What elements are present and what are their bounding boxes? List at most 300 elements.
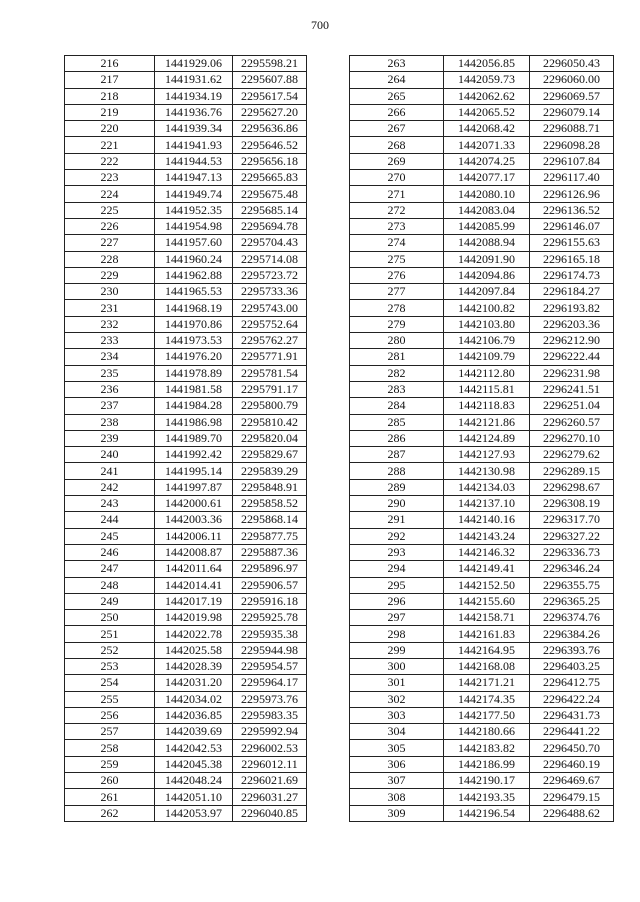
point-number-cell: 228 — [65, 251, 155, 267]
point-number-cell: 292 — [350, 528, 444, 544]
y-coordinate-cell: 2295694.78 — [233, 218, 307, 234]
table-row — [65, 658, 307, 674]
table-row — [350, 430, 614, 446]
point-number-cell: 257 — [65, 724, 155, 740]
point-number-cell: 287 — [350, 447, 444, 463]
table-row — [350, 512, 614, 528]
y-coordinate-cell: 2296231.98 — [530, 365, 614, 381]
point-number-cell: 289 — [350, 479, 444, 495]
point-number-cell: 249 — [65, 593, 155, 609]
point-number-cell: 220 — [65, 121, 155, 137]
x-coordinate-cell: 1441944.53 — [155, 153, 233, 169]
x-coordinate-cell: 1442146.32 — [444, 544, 530, 560]
table-row — [65, 104, 307, 120]
table-row — [350, 756, 614, 772]
table-row — [350, 463, 614, 479]
y-coordinate-cell: 2296136.52 — [530, 202, 614, 218]
table-row — [65, 675, 307, 691]
table-row — [65, 365, 307, 381]
x-coordinate-cell: 1442045.38 — [155, 756, 233, 772]
x-coordinate-cell: 1441947.13 — [155, 170, 233, 186]
point-number-cell: 306 — [350, 756, 444, 772]
table-row — [65, 284, 307, 300]
table-row — [350, 104, 614, 120]
point-number-cell: 216 — [65, 56, 155, 72]
y-coordinate-cell: 2296374.76 — [530, 610, 614, 626]
table-row — [350, 170, 614, 186]
table-row — [65, 202, 307, 218]
y-coordinate-cell: 2296327.22 — [530, 528, 614, 544]
y-coordinate-cell: 2296203.36 — [530, 316, 614, 332]
y-coordinate-cell: 2296060.00 — [530, 72, 614, 88]
y-coordinate-cell: 2295627.20 — [233, 104, 307, 120]
point-number-cell: 307 — [350, 773, 444, 789]
y-coordinate-cell: 2295935.38 — [233, 626, 307, 642]
x-coordinate-cell: 1442017.19 — [155, 593, 233, 609]
y-coordinate-cell: 2295925.78 — [233, 610, 307, 626]
point-number-cell: 256 — [65, 707, 155, 723]
table-row — [350, 642, 614, 658]
x-coordinate-cell: 1442008.87 — [155, 544, 233, 560]
x-coordinate-cell: 1442118.83 — [444, 398, 530, 414]
x-coordinate-cell: 1441962.88 — [155, 267, 233, 283]
table-row — [350, 333, 614, 349]
y-coordinate-cell: 2296241.51 — [530, 381, 614, 397]
table-row — [350, 398, 614, 414]
point-number-cell: 238 — [65, 414, 155, 430]
table-row — [350, 447, 614, 463]
table-row — [65, 561, 307, 577]
y-coordinate-cell: 2296308.19 — [530, 496, 614, 512]
point-number-cell: 222 — [65, 153, 155, 169]
point-number-cell: 286 — [350, 430, 444, 446]
table-row — [350, 658, 614, 674]
point-number-cell: 290 — [350, 496, 444, 512]
y-coordinate-cell: 2296193.82 — [530, 300, 614, 316]
point-number-cell: 302 — [350, 691, 444, 707]
x-coordinate-cell: 1442031.20 — [155, 675, 233, 691]
y-coordinate-cell: 2295733.36 — [233, 284, 307, 300]
x-coordinate-cell: 1442124.89 — [444, 430, 530, 446]
x-coordinate-cell: 1442183.82 — [444, 740, 530, 756]
x-coordinate-cell: 1442074.25 — [444, 153, 530, 169]
x-coordinate-cell: 1441976.20 — [155, 349, 233, 365]
table-row — [350, 316, 614, 332]
point-number-cell: 232 — [65, 316, 155, 332]
x-coordinate-cell: 1442000.61 — [155, 496, 233, 512]
y-coordinate-cell: 2295964.17 — [233, 675, 307, 691]
x-coordinate-cell: 1441936.76 — [155, 104, 233, 120]
y-coordinate-cell: 2295607.88 — [233, 72, 307, 88]
x-coordinate-cell: 1442077.17 — [444, 170, 530, 186]
y-coordinate-cell: 2296393.76 — [530, 642, 614, 658]
point-number-cell: 301 — [350, 675, 444, 691]
point-number-cell: 237 — [65, 398, 155, 414]
x-coordinate-cell: 1442097.84 — [444, 284, 530, 300]
x-coordinate-cell: 1441981.58 — [155, 381, 233, 397]
y-coordinate-cell: 2295762.27 — [233, 333, 307, 349]
y-coordinate-cell: 2296069.57 — [530, 88, 614, 104]
x-coordinate-cell: 1442115.81 — [444, 381, 530, 397]
table-row — [350, 267, 614, 283]
table-row — [350, 773, 614, 789]
y-coordinate-cell: 2296002.53 — [233, 740, 307, 756]
table-row — [65, 251, 307, 267]
y-coordinate-cell: 2296155.63 — [530, 235, 614, 251]
y-coordinate-cell: 2296184.27 — [530, 284, 614, 300]
x-coordinate-cell: 1442121.86 — [444, 414, 530, 430]
table-row — [350, 414, 614, 430]
y-coordinate-cell: 2296050.43 — [530, 56, 614, 72]
y-coordinate-cell: 2295781.54 — [233, 365, 307, 381]
y-coordinate-cell: 2296298.67 — [530, 479, 614, 495]
table-row — [65, 740, 307, 756]
x-coordinate-cell: 1442127.93 — [444, 447, 530, 463]
y-coordinate-cell: 2295791.17 — [233, 381, 307, 397]
point-number-cell: 235 — [65, 365, 155, 381]
x-coordinate-cell: 1441973.53 — [155, 333, 233, 349]
x-coordinate-cell: 1442006.11 — [155, 528, 233, 544]
point-number-cell: 271 — [350, 186, 444, 202]
y-coordinate-cell: 2295877.75 — [233, 528, 307, 544]
point-number-cell: 242 — [65, 479, 155, 495]
table-row — [350, 544, 614, 560]
point-number-cell: 239 — [65, 430, 155, 446]
table-row — [350, 218, 614, 234]
x-coordinate-cell: 1442164.95 — [444, 642, 530, 658]
x-coordinate-cell: 1441954.98 — [155, 218, 233, 234]
table-row — [350, 56, 614, 72]
table-row — [65, 235, 307, 251]
point-number-cell: 253 — [65, 658, 155, 674]
point-number-cell: 294 — [350, 561, 444, 577]
y-coordinate-cell: 2296422.24 — [530, 691, 614, 707]
y-coordinate-cell: 2296088.71 — [530, 121, 614, 137]
y-coordinate-cell: 2296174.73 — [530, 267, 614, 283]
y-coordinate-cell: 2296403.25 — [530, 658, 614, 674]
y-coordinate-cell: 2296469.67 — [530, 773, 614, 789]
table-row — [65, 414, 307, 430]
point-number-cell: 223 — [65, 170, 155, 186]
y-coordinate-cell: 2296460.19 — [530, 756, 614, 772]
x-coordinate-cell: 1442155.60 — [444, 593, 530, 609]
point-number-cell: 262 — [65, 805, 155, 821]
point-number-cell: 258 — [65, 740, 155, 756]
y-coordinate-cell: 2296279.62 — [530, 447, 614, 463]
y-coordinate-cell: 2295973.76 — [233, 691, 307, 707]
x-coordinate-cell: 1442036.85 — [155, 707, 233, 723]
x-coordinate-cell: 1442134.03 — [444, 479, 530, 495]
point-number-cell: 250 — [65, 610, 155, 626]
y-coordinate-cell: 2296222.44 — [530, 349, 614, 365]
x-coordinate-cell: 1442094.86 — [444, 267, 530, 283]
table-row — [350, 202, 614, 218]
table-row — [350, 724, 614, 740]
y-coordinate-cell: 2295896.97 — [233, 561, 307, 577]
y-coordinate-cell: 2296336.73 — [530, 544, 614, 560]
y-coordinate-cell: 2296365.25 — [530, 593, 614, 609]
point-number-cell: 217 — [65, 72, 155, 88]
table-row — [65, 430, 307, 446]
table-row — [350, 121, 614, 137]
point-number-cell: 276 — [350, 267, 444, 283]
y-coordinate-cell: 2295829.67 — [233, 447, 307, 463]
table-row — [65, 479, 307, 495]
x-coordinate-cell: 1442112.80 — [444, 365, 530, 381]
point-number-cell: 255 — [65, 691, 155, 707]
table-row — [350, 577, 614, 593]
table-row — [65, 186, 307, 202]
point-number-cell: 291 — [350, 512, 444, 528]
y-coordinate-cell: 2296117.40 — [530, 170, 614, 186]
table-row — [65, 789, 307, 805]
table-row — [65, 333, 307, 349]
x-coordinate-cell: 1442048.24 — [155, 773, 233, 789]
x-coordinate-cell: 1441934.19 — [155, 88, 233, 104]
table-row — [350, 626, 614, 642]
table-row — [65, 218, 307, 234]
point-number-cell: 233 — [65, 333, 155, 349]
point-number-cell: 265 — [350, 88, 444, 104]
x-coordinate-cell: 1442062.62 — [444, 88, 530, 104]
page-number: 700 — [311, 18, 329, 32]
point-number-cell: 261 — [65, 789, 155, 805]
table-row — [65, 381, 307, 397]
x-coordinate-cell: 1442059.73 — [444, 72, 530, 88]
x-coordinate-cell: 1441968.19 — [155, 300, 233, 316]
table-row — [65, 153, 307, 169]
y-coordinate-cell: 2296040.85 — [233, 805, 307, 821]
table-row — [65, 300, 307, 316]
table-row — [65, 577, 307, 593]
table-row — [350, 496, 614, 512]
x-coordinate-cell: 1441929.06 — [155, 56, 233, 72]
y-coordinate-cell: 2296146.07 — [530, 218, 614, 234]
table-row — [350, 707, 614, 723]
x-coordinate-cell: 1442177.50 — [444, 707, 530, 723]
x-coordinate-cell: 1442042.53 — [155, 740, 233, 756]
y-coordinate-cell: 2296031.27 — [233, 789, 307, 805]
point-number-cell: 282 — [350, 365, 444, 381]
y-coordinate-cell: 2295646.52 — [233, 137, 307, 153]
x-coordinate-cell: 1442022.78 — [155, 626, 233, 642]
x-coordinate-cell: 1441957.60 — [155, 235, 233, 251]
x-coordinate-cell: 1441986.98 — [155, 414, 233, 430]
x-coordinate-cell: 1441939.34 — [155, 121, 233, 137]
point-number-cell: 288 — [350, 463, 444, 479]
point-number-cell: 221 — [65, 137, 155, 153]
x-coordinate-cell: 1442103.80 — [444, 316, 530, 332]
table-row — [350, 153, 614, 169]
x-coordinate-cell: 1442149.41 — [444, 561, 530, 577]
x-coordinate-cell: 1442019.98 — [155, 610, 233, 626]
table-row — [350, 72, 614, 88]
table-row — [350, 479, 614, 495]
x-coordinate-cell: 1442085.99 — [444, 218, 530, 234]
point-number-cell: 297 — [350, 610, 444, 626]
x-coordinate-cell: 1442106.79 — [444, 333, 530, 349]
point-number-cell: 246 — [65, 544, 155, 560]
y-coordinate-cell: 2295906.57 — [233, 577, 307, 593]
point-number-cell: 267 — [350, 121, 444, 137]
y-coordinate-cell: 2295887.36 — [233, 544, 307, 560]
table-row — [350, 561, 614, 577]
x-coordinate-cell: 1442025.58 — [155, 642, 233, 658]
point-number-cell: 275 — [350, 251, 444, 267]
x-coordinate-cell: 1442028.39 — [155, 658, 233, 674]
point-number-cell: 285 — [350, 414, 444, 430]
y-coordinate-cell: 2296355.75 — [530, 577, 614, 593]
point-number-cell: 303 — [350, 707, 444, 723]
x-coordinate-cell: 1441997.87 — [155, 479, 233, 495]
y-coordinate-cell: 2296431.73 — [530, 707, 614, 723]
point-number-cell: 236 — [65, 381, 155, 397]
table-row — [65, 593, 307, 609]
point-number-cell: 264 — [350, 72, 444, 88]
y-coordinate-cell: 2295704.43 — [233, 235, 307, 251]
x-coordinate-cell: 1441965.53 — [155, 284, 233, 300]
x-coordinate-cell: 1442109.79 — [444, 349, 530, 365]
point-number-cell: 266 — [350, 104, 444, 120]
x-coordinate-cell: 1442190.17 — [444, 773, 530, 789]
x-coordinate-cell: 1442034.02 — [155, 691, 233, 707]
table-row — [65, 642, 307, 658]
x-coordinate-cell: 1441960.24 — [155, 251, 233, 267]
table-row — [350, 381, 614, 397]
point-number-cell: 296 — [350, 593, 444, 609]
table-row — [65, 316, 307, 332]
point-number-cell: 259 — [65, 756, 155, 772]
table-row — [65, 88, 307, 104]
table-row — [65, 267, 307, 283]
point-number-cell: 273 — [350, 218, 444, 234]
x-coordinate-cell: 1442174.35 — [444, 691, 530, 707]
x-coordinate-cell: 1441984.28 — [155, 398, 233, 414]
x-coordinate-cell: 1442100.82 — [444, 300, 530, 316]
x-coordinate-cell: 1442168.08 — [444, 658, 530, 674]
table-row — [65, 724, 307, 740]
y-coordinate-cell: 2296079.14 — [530, 104, 614, 120]
x-coordinate-cell: 1442158.71 — [444, 610, 530, 626]
y-coordinate-cell: 2295992.94 — [233, 724, 307, 740]
table-row — [350, 789, 614, 805]
point-number-cell: 280 — [350, 333, 444, 349]
x-coordinate-cell: 1442140.16 — [444, 512, 530, 528]
point-number-cell: 283 — [350, 381, 444, 397]
table-row — [350, 691, 614, 707]
y-coordinate-cell: 2296098.28 — [530, 137, 614, 153]
point-number-cell: 272 — [350, 202, 444, 218]
x-coordinate-cell: 1442193.35 — [444, 789, 530, 805]
x-coordinate-cell: 1441992.42 — [155, 447, 233, 463]
y-coordinate-cell: 2296479.15 — [530, 789, 614, 805]
point-number-cell: 284 — [350, 398, 444, 414]
y-coordinate-cell: 2295636.86 — [233, 121, 307, 137]
point-number-cell: 231 — [65, 300, 155, 316]
point-number-cell: 245 — [65, 528, 155, 544]
y-coordinate-cell: 2295820.04 — [233, 430, 307, 446]
point-number-cell: 227 — [65, 235, 155, 251]
table-row — [65, 496, 307, 512]
table-row — [65, 544, 307, 560]
coordinate-table-left — [64, 55, 307, 822]
point-number-cell: 252 — [65, 642, 155, 658]
table-row — [350, 251, 614, 267]
y-coordinate-cell: 2295944.98 — [233, 642, 307, 658]
x-coordinate-cell: 1441995.14 — [155, 463, 233, 479]
table-row — [65, 72, 307, 88]
y-coordinate-cell: 2295685.14 — [233, 202, 307, 218]
table-row — [350, 528, 614, 544]
table-row — [350, 740, 614, 756]
point-number-cell: 281 — [350, 349, 444, 365]
y-coordinate-cell: 2296012.11 — [233, 756, 307, 772]
point-number-cell: 219 — [65, 104, 155, 120]
x-coordinate-cell: 1441989.70 — [155, 430, 233, 446]
x-coordinate-cell: 1442068.42 — [444, 121, 530, 137]
y-coordinate-cell: 2295848.91 — [233, 479, 307, 495]
x-coordinate-cell: 1442053.97 — [155, 805, 233, 821]
y-coordinate-cell: 2295752.64 — [233, 316, 307, 332]
table-row — [65, 773, 307, 789]
y-coordinate-cell: 2295858.52 — [233, 496, 307, 512]
x-coordinate-cell: 1441949.74 — [155, 186, 233, 202]
x-coordinate-cell: 1442137.10 — [444, 496, 530, 512]
point-number-cell: 241 — [65, 463, 155, 479]
table-row — [65, 691, 307, 707]
point-number-cell: 269 — [350, 153, 444, 169]
table-row — [350, 300, 614, 316]
point-number-cell: 234 — [65, 349, 155, 365]
table-row — [65, 121, 307, 137]
x-coordinate-cell: 1442083.04 — [444, 202, 530, 218]
point-number-cell: 308 — [350, 789, 444, 805]
point-number-cell: 226 — [65, 218, 155, 234]
y-coordinate-cell: 2296260.57 — [530, 414, 614, 430]
y-coordinate-cell: 2296317.70 — [530, 512, 614, 528]
x-coordinate-cell: 1441970.86 — [155, 316, 233, 332]
y-coordinate-cell: 2295656.18 — [233, 153, 307, 169]
x-coordinate-cell: 1442014.41 — [155, 577, 233, 593]
point-number-cell: 260 — [65, 773, 155, 789]
x-coordinate-cell: 1442065.52 — [444, 104, 530, 120]
table-row — [65, 626, 307, 642]
x-coordinate-cell: 1442152.50 — [444, 577, 530, 593]
table-row — [65, 707, 307, 723]
x-coordinate-cell: 1441941.93 — [155, 137, 233, 153]
point-number-cell: 278 — [350, 300, 444, 316]
table-row — [350, 186, 614, 202]
y-coordinate-cell: 2295983.35 — [233, 707, 307, 723]
y-coordinate-cell: 2296488.62 — [530, 805, 614, 821]
x-coordinate-cell: 1441978.89 — [155, 365, 233, 381]
table-row — [350, 610, 614, 626]
point-number-cell: 300 — [350, 658, 444, 674]
y-coordinate-cell: 2296289.15 — [530, 463, 614, 479]
table-row — [65, 528, 307, 544]
point-number-cell: 304 — [350, 724, 444, 740]
table-row — [350, 675, 614, 691]
y-coordinate-cell: 2296450.70 — [530, 740, 614, 756]
y-coordinate-cell: 2295743.00 — [233, 300, 307, 316]
y-coordinate-cell: 2296412.75 — [530, 675, 614, 691]
x-coordinate-cell: 1441931.62 — [155, 72, 233, 88]
y-coordinate-cell: 2296346.24 — [530, 561, 614, 577]
table-row — [350, 349, 614, 365]
point-number-cell: 305 — [350, 740, 444, 756]
x-coordinate-cell: 1442080.10 — [444, 186, 530, 202]
x-coordinate-cell: 1442180.66 — [444, 724, 530, 740]
